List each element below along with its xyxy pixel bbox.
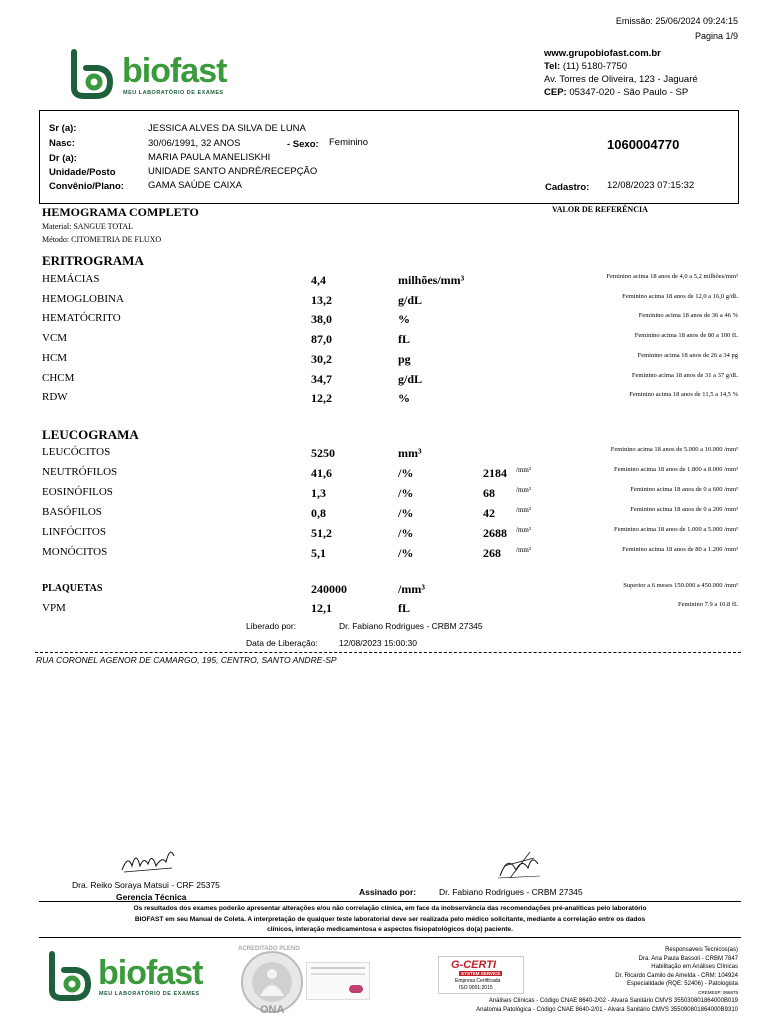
exam-unit: /% [398,466,414,480]
signature-left-icon [118,842,178,878]
page-number: Pagina 1/9 [694,31,738,41]
leucograma-title: LEUCOGRAMA [42,427,139,442]
disclaimer-line: BIOFAST em seu Manual de Coleta. A interpretação de qualquer teste laboratorial deve ser realizada pelo médico solicitante, mediante a correlação entre os dados [134,915,646,923]
responsible-line: Especialidade (RQE: 52406) - Patologista [626,981,738,987]
exam-reference: Feminino acima 18 anos de 12,0 a 16,0 g/dL [622,292,738,300]
gcerti-sub2: Empresa Certificada [455,978,501,984]
patient-doctor: MARIA PAULA MANELISKHI [148,152,271,163]
label-unit: Unidade/Posto [49,167,116,178]
exam-absolute-unit: /mm³ [516,546,531,554]
release-date-label: Data de Liberação: [246,638,318,648]
exam-absolute-value: 268 [483,546,501,560]
exam-name: BASÓFILOS [42,506,102,518]
ona-text: ACREDITADO PLENO [238,946,300,952]
exam-absolute-value: 68 [483,486,495,500]
reference-header: VALOR DE REFERÊNCIA [552,205,648,214]
signature-right-name: Dr. Fabiano Rodrigues - CRBM 27345 [439,887,583,897]
eritrograma-title: ERITROGRAMA [42,253,144,268]
exam-name: MONÓCITOS [42,546,108,558]
patient-birth: 30/06/1991, 32 ANOS [148,138,241,149]
ona-logo: ONA [260,1004,285,1016]
exam-value: 13,2 [311,292,332,307]
exam-absolute-value: 2184 [483,466,507,480]
vpm-name: VPM [42,602,66,614]
exam-absolute-unit: /mm³ [516,466,531,474]
exam-reference: Feminino acima 18 anos de 80 a 100 fL [634,332,738,340]
exam-reference: Feminino acima 18 anos de 36 a 46 % [638,312,738,320]
label-register: Cadastro: [545,182,590,193]
website: www.grupobiofast.com.br [544,48,661,59]
patient-plan: GAMA SAÚDE CAIXA [148,180,242,191]
responsible-line: Dr. Ricardo Camilo de Amelda - CRM: 104924 [615,972,738,979]
exam-value: 34,7 [311,371,332,386]
exam-value: 38,0 [311,312,332,327]
gcerti-logo: G-CERTI [451,959,497,971]
emission-date: 25/06/2024 09:24:15 [655,16,738,26]
exam-name: CHCM [42,371,75,384]
exam-reference: Feminino acima 18 anos de 0 a 600 /mm³ [630,486,738,493]
gcerti-sub1: SYSTEM SERVICE [461,971,501,976]
exam-unit: /% [398,486,414,500]
footer-divider [39,937,741,938]
exam-unit: % [398,391,410,406]
exam-title: HEMOGRAMA COMPLETO [42,205,199,219]
logo-tagline: MEU LABORATÓRIO DE EXAMES [123,90,224,96]
exam-absolute-unit: /mm³ [516,506,531,514]
label-sex: - Sexo: [287,139,319,150]
vpm-unit: fL [398,601,410,615]
footer-logo-wordmark: biofast [98,954,203,992]
register-date: 12/08/2023 07:15:32 [607,180,695,191]
exam-name: HEMOGLOBINA [42,292,124,305]
exam-unit: fL [398,332,410,347]
exam-value: 87,0 [311,332,332,347]
exam-absolute-value: 2688 [483,526,507,540]
exam-name: LEUCÓCITOS [42,446,111,458]
gcerti-sub3: ISO 9001:2015 [459,985,493,991]
signature-left-name: Dra. Reiko Soraya Matsui - CRF 25375 [72,880,220,890]
exam-unit: /% [398,506,414,520]
signature-right-icon [494,848,544,882]
responsible-line: Habilitação em Análises Clínicas [651,964,738,970]
responsible-line: Dra. Ana Paula Bassoli - CRBM 7847 [638,955,738,962]
exam-unit: g/dL [398,292,423,307]
exam-name: HEMATÓCRITO [42,312,121,325]
exam-name: LINFÓCITOS [42,526,106,538]
exam-value: 5250 [311,446,335,460]
exam-value: 0,8 [311,506,326,520]
released-by-label: Liberado por: [246,621,297,631]
exam-value: 41,6 [311,466,332,480]
exam-unit: g/dL [398,371,423,386]
disclaimer [39,904,741,936]
label-name: Sr (a): [49,123,77,134]
emission-line: Emissão: 25/06/2024 09:24:15 [615,16,738,26]
responsible-line: Anatomia Patológica - Código CNAE 8640-2/01 - Alvará Sanitário CMVS 355090801864000B9310 [476,1006,738,1013]
exam-absolute-value: 42 [483,506,495,520]
vpm-ref: Feminino 7.9 a 10.8 fL [678,601,738,608]
exam-reference: Feminino acima 18 anos de 5.000 a 10.000 /mm³ [610,446,738,453]
exam-reference: Feminino acima 18 anos de 1.800 a 8.000 /mm³ [614,466,738,473]
exam-absolute-unit: /mm³ [516,486,531,494]
patient-sex: Feminino [329,137,369,148]
exam-unit: pg [398,351,411,366]
exam-unit: /% [398,546,414,560]
release-date: 12/08/2023 15:00:30 [339,638,417,648]
disclaimer-line: clínicos, interação medicamentosa e aspectos fisiopatológicos do(a) paciente. [267,926,513,933]
dashed-divider [35,652,741,653]
exam-value: 30,2 [311,351,332,366]
exam-reference: Feminino acima 18 anos de 11,5 a 14,5 % [629,391,738,399]
signed-by-label: Assinado por: [359,887,417,897]
exam-reference: Feminino acima 18 anos de 4,0 a 5,2 milhões/mm³ [606,273,738,280]
exam-reference: Feminino acima 18 anos de 1.000 a 5.000 /mm³ [614,526,738,533]
exam-reference: Feminino acima 18 anos de 0 a 200 /mm³ [630,506,738,513]
unit-address: RUA CORONEL AGENOR DE CAMARGO, 195, CENTRO, SANTO ANDRE-SP [36,655,337,665]
material: Material: SANGUE TOTAL [42,222,134,231]
ona-certificate-icon [306,962,370,1000]
exam-reference: Feminino acima 18 anos de 31 a 37 g/dL [631,371,738,379]
exam-value: 12,2 [311,391,332,406]
patient-info-box [39,110,739,204]
signature-left-role: Gerencia Técnica [116,892,187,902]
responsible-line: Análises Clínicas - Código CNAE 8640-2/02 - Alvará Sanitário CMVS 355030801864000B019 [488,998,738,1004]
exam-name: HEMÁCIAS [42,273,100,285]
phone: Tel: (11) 5180-7750 [544,61,628,72]
technical-responsibles [476,946,738,1014]
exam-unit: milhões/mm³ [398,273,465,287]
plaquetas-value: 240000 [311,582,347,596]
disclaimer-line: Os resultados dos exames poderão apresentar alterações e/ou não correlação clínica, em face da inobservância das recomendações pré-analíticas pelo laboratório [133,905,647,912]
label-birth: Nasc: [49,138,75,149]
exam-name: RDW [42,391,68,404]
exam-absolute-unit: /mm³ [516,526,531,534]
exam-value: 4,4 [311,273,326,287]
label-doctor: Dr (a): [49,153,77,164]
exam-name: NEUTRÓFILOS [42,466,118,478]
released-by: Dr. Fabiano Rodrigues - CRBM 27345 [339,621,483,631]
responsible-line: CREMESP: 956675 [698,989,738,995]
cep: CEP: 05347-020 - São Paulo - SP [544,87,689,98]
plaquetas-name: PLAQUETAS [42,583,103,594]
biofast-mark-icon [68,48,114,100]
exam-value: 1,3 [311,486,326,500]
method: Método: CITOMETRIA DE FLUXO [42,235,162,244]
label-plan: Convênio/Plano: [49,181,124,192]
footer-logo-tagline: MEU LABORATÓRIO DE EXAMES [99,991,200,997]
disclaimer-divider [39,901,741,902]
logo-wordmark: biofast [122,52,227,90]
exam-name: VCM [42,332,68,345]
exam-unit: % [398,312,410,327]
exam-reference: Feminino acima 18 anos de 80 a 1.200 /mm³ [622,546,738,553]
exam-reference: Feminino acima 18 anos de 26 a 34 pg [637,351,738,359]
responsible-line: Responsaveis Tecnicos(as) [665,947,738,953]
plaquetas-ref: Superior a 6 meses 150.000 a 450.000 /mm³ [623,582,738,589]
ona-accreditation [232,944,372,1016]
plaquetas-unit: /mm³ [398,582,425,596]
exam-value: 51,2 [311,526,332,540]
request-code: 1060004770 [607,137,680,152]
vpm-value: 12,1 [311,601,332,615]
footer-biofast-mark-icon [46,950,92,1002]
exam-value: 5,1 [311,546,326,560]
address: Av. Torres de Oliveira, 123 - Jaguaré [544,74,698,85]
patient-unit: UNIDADE SANTO ANDRÉ/RECEPÇÃO [148,166,318,177]
exam-name: HCM [42,351,68,364]
exam-unit: mm³ [398,446,422,460]
exam-name: EOSINÓFILOS [42,486,113,498]
exam-unit: /% [398,526,414,540]
patient-name: JESSICA ALVES DA SILVA DE LUNA [148,123,306,134]
